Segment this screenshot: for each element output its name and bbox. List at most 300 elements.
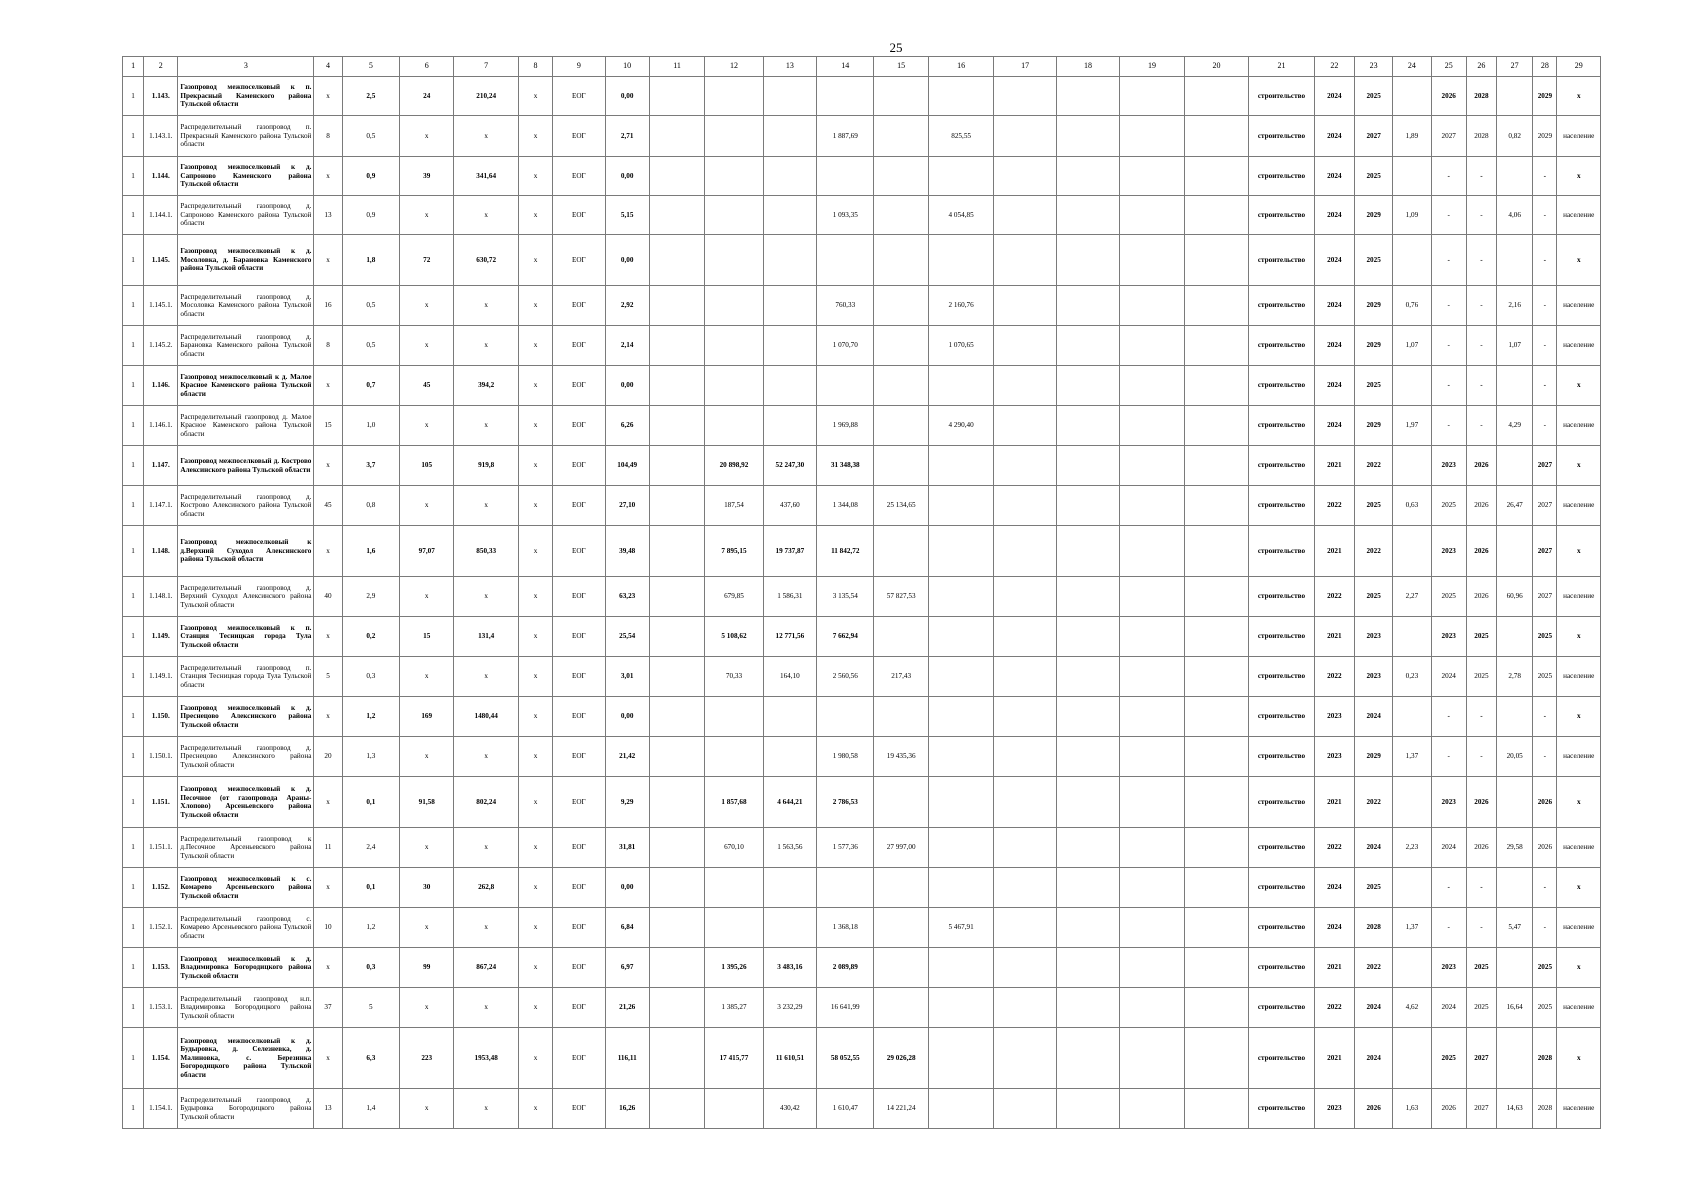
table-cell: x (518, 697, 552, 737)
table-row (123, 908, 1601, 948)
table-cell: 1 (123, 908, 144, 948)
table-cell: 1 563,56 (763, 828, 816, 868)
table-cell: - (1431, 737, 1466, 777)
table-cell (1184, 777, 1248, 828)
table-cell: 2023 (1314, 1089, 1354, 1129)
table-cell: 2024 (1355, 697, 1393, 737)
table-cell: 2024 (1314, 366, 1354, 406)
table-cell: 0,9 (342, 196, 399, 235)
table-cell (1393, 366, 1431, 406)
table-cell (649, 486, 704, 526)
table-cell: 0,63 (1393, 486, 1431, 526)
table-cell: x (454, 908, 518, 948)
table-cell: 6,97 (605, 948, 649, 988)
table-row (123, 577, 1601, 617)
table-cell: x (1557, 1028, 1601, 1089)
table-cell: 187,54 (705, 486, 763, 526)
table-cell: - (1431, 868, 1466, 908)
object-name-cell: Газопровод межпоселковый к д. Будыровка, д. Селезневка, д. Малиновка, с. Березинка Богородицкого района Тульской области (178, 1028, 314, 1089)
table-cell: 867,24 (454, 948, 518, 988)
table-cell: 1 395,26 (705, 948, 763, 988)
table-cell: строительство (1249, 617, 1314, 657)
table-cell: 57 827,53 (874, 577, 928, 617)
table-cell: - (1431, 326, 1466, 366)
table-cell: 2024 (1314, 116, 1354, 157)
table-cell: 1.151.1. (144, 828, 178, 868)
column-header: 17 (994, 57, 1056, 77)
table-cell (1056, 577, 1119, 617)
table-cell: 5 467,91 (928, 908, 993, 948)
table-cell: 0,8 (342, 486, 399, 526)
table-cell: - (1533, 196, 1557, 235)
object-name-cell: Газопровод межпоселковый к п. Прекрасный Каменского района Тульской области (178, 77, 314, 116)
table-cell: ЕОГ (553, 1089, 605, 1129)
table-cell: 1.154. (144, 1028, 178, 1089)
table-cell: 919,8 (454, 446, 518, 486)
table-cell (994, 988, 1056, 1028)
table-cell: население (1557, 406, 1601, 446)
table-cell: 11 842,72 (817, 526, 874, 577)
table-cell (1184, 157, 1248, 196)
table-cell (1056, 235, 1119, 286)
table-cell (928, 988, 993, 1028)
table-cell: население (1557, 657, 1601, 697)
table-cell: x (314, 617, 342, 657)
object-name-cell: Распределительный газопровод н.п. Владимировка Богородицкого района Тульской области (178, 988, 314, 1028)
table-cell (763, 737, 816, 777)
table-cell: строительство (1249, 1089, 1314, 1129)
table-cell: 60,96 (1497, 577, 1533, 617)
table-cell: 3,7 (342, 446, 399, 486)
table-cell: 2024 (1431, 988, 1466, 1028)
table-cell: 1.144. (144, 157, 178, 196)
table-cell: 1,6 (342, 526, 399, 577)
table-cell: - (1466, 235, 1496, 286)
table-cell (994, 828, 1056, 868)
table-cell (1120, 446, 1184, 486)
table-cell: 2024 (1355, 1028, 1393, 1089)
table-cell: строительство (1249, 116, 1314, 157)
table-cell: x (454, 1089, 518, 1129)
object-name-cell: Газопровод межпоселковый к д. Малое Красное Каменского района Тульской области (178, 366, 314, 406)
table-cell: x (400, 286, 454, 326)
table-cell: 2029 (1355, 737, 1393, 777)
table-cell: 2022 (1314, 486, 1354, 526)
table-cell: 1 857,68 (705, 777, 763, 828)
table-cell: - (1466, 366, 1496, 406)
table-cell: 2022 (1355, 777, 1393, 828)
table-cell (928, 697, 993, 737)
column-header: 26 (1466, 57, 1496, 77)
table-cell: 2,23 (1393, 828, 1431, 868)
table-cell: ЕОГ (553, 235, 605, 286)
table-cell: 1 (123, 326, 144, 366)
table-cell: 2024 (1355, 828, 1393, 868)
table-cell (1120, 657, 1184, 697)
table-cell (1056, 1089, 1119, 1129)
table-cell: 40 (314, 577, 342, 617)
table-cell: 1 093,35 (817, 196, 874, 235)
table-cell (1497, 77, 1533, 116)
table-cell: 1 (123, 286, 144, 326)
table-cell: 630,72 (454, 235, 518, 286)
table-cell: 1 (123, 988, 144, 1028)
table-cell: 437,60 (763, 486, 816, 526)
column-header: 18 (1056, 57, 1119, 77)
table-cell (817, 366, 874, 406)
table-cell: 7 662,94 (817, 617, 874, 657)
table-cell: 2021 (1314, 526, 1354, 577)
table-cell: строительство (1249, 526, 1314, 577)
table-cell: 2022 (1355, 948, 1393, 988)
table-cell: 2025 (1355, 77, 1393, 116)
table-cell: 15 (400, 617, 454, 657)
table-cell: 1.153. (144, 948, 178, 988)
table-cell: 2025 (1355, 366, 1393, 406)
page-number: 25 (889, 40, 903, 55)
table-cell: ЕОГ (553, 948, 605, 988)
table-cell: 2029 (1533, 116, 1557, 157)
table-cell (705, 116, 763, 157)
table-cell: 72 (400, 235, 454, 286)
table-cell (649, 157, 704, 196)
table-cell (649, 657, 704, 697)
table-cell (1120, 157, 1184, 196)
table-cell: 2,78 (1497, 657, 1533, 697)
table-cell: 70,33 (705, 657, 763, 697)
table-cell (705, 697, 763, 737)
table-cell: 2022 (1355, 526, 1393, 577)
table-cell: 105 (400, 446, 454, 486)
table-cell (1184, 77, 1248, 116)
table-cell: 31 348,38 (817, 446, 874, 486)
table-cell (649, 868, 704, 908)
table-cell (1120, 908, 1184, 948)
table-cell (1184, 697, 1248, 737)
table-cell (994, 1028, 1056, 1089)
table-cell (994, 446, 1056, 486)
table-cell: строительство (1249, 446, 1314, 486)
table-cell (1056, 326, 1119, 366)
table-cell: 6,26 (605, 406, 649, 446)
table-cell (817, 235, 874, 286)
table-cell: 2025 (1355, 486, 1393, 526)
table-cell: x (1557, 77, 1601, 116)
column-header: 9 (553, 57, 605, 77)
table-cell: ЕОГ (553, 486, 605, 526)
table-cell (1184, 828, 1248, 868)
table-cell: x (314, 1028, 342, 1089)
table-row (123, 446, 1601, 486)
table-cell: 2024 (1314, 326, 1354, 366)
column-header: 14 (817, 57, 874, 77)
table-cell: 25,54 (605, 617, 649, 657)
table-cell: 2029 (1355, 406, 1393, 446)
table-cell: - (1431, 196, 1466, 235)
table-cell (649, 196, 704, 235)
table-cell (928, 948, 993, 988)
column-header: 19 (1120, 57, 1184, 77)
column-header: 27 (1497, 57, 1533, 77)
table-cell: x (314, 777, 342, 828)
table-cell: 20,05 (1497, 737, 1533, 777)
table-cell: 3 483,16 (763, 948, 816, 988)
table-cell: - (1466, 326, 1496, 366)
table-cell (1184, 948, 1248, 988)
table-cell: 8 (314, 116, 342, 157)
table-cell: строительство (1249, 737, 1314, 777)
table-cell: x (518, 446, 552, 486)
table-cell (763, 235, 816, 286)
table-cell (649, 406, 704, 446)
table-cell (705, 196, 763, 235)
table-cell: 1 (123, 657, 144, 697)
table-cell (874, 406, 928, 446)
table-cell: 2027 (1355, 116, 1393, 157)
table-cell: - (1466, 697, 1496, 737)
table-cell (994, 77, 1056, 116)
table-cell (705, 868, 763, 908)
table-cell (1120, 196, 1184, 235)
table-cell: - (1533, 235, 1557, 286)
table-cell (1056, 697, 1119, 737)
table-cell: 1,09 (1393, 196, 1431, 235)
table-cell: 2024 (1314, 196, 1354, 235)
object-name-cell: Газопровод межпоселковый к с. Комарево Арсеньевского района Тульской области (178, 868, 314, 908)
table-cell: x (1557, 235, 1601, 286)
table-cell: x (518, 1089, 552, 1129)
table-cell: 12 771,56 (763, 617, 816, 657)
table-cell: 5 (314, 657, 342, 697)
table-cell (874, 235, 928, 286)
object-name-cell: Распределительный газопровод д. Верхний Суходол Алексинского района Тульской области (178, 577, 314, 617)
table-cell: x (400, 406, 454, 446)
table-cell (1184, 908, 1248, 948)
table-cell: 4,29 (1497, 406, 1533, 446)
table-cell: 0,9 (342, 157, 399, 196)
object-name-cell: Распределительный газопровод п. Станция Тесницкая города Тула Тульской области (178, 657, 314, 697)
table-cell (1056, 868, 1119, 908)
column-header: 7 (454, 57, 518, 77)
table-cell: 2 786,53 (817, 777, 874, 828)
table-cell (1120, 486, 1184, 526)
table-cell: ЕОГ (553, 868, 605, 908)
table-cell (874, 286, 928, 326)
table-cell: ЕОГ (553, 116, 605, 157)
table-cell: x (454, 988, 518, 1028)
table-cell (874, 948, 928, 988)
table-cell (1184, 446, 1248, 486)
table-cell (1393, 948, 1431, 988)
table-cell: 16 (314, 286, 342, 326)
table-cell: 2025 (1533, 988, 1557, 1028)
table-cell: x (518, 406, 552, 446)
column-header: 28 (1533, 57, 1557, 77)
table-cell: x (518, 526, 552, 577)
table-cell (705, 235, 763, 286)
table-cell (1056, 77, 1119, 116)
table-cell: 2,92 (605, 286, 649, 326)
table-cell: - (1533, 157, 1557, 196)
table-cell: 1,89 (1393, 116, 1431, 157)
table-cell: население (1557, 828, 1601, 868)
table-cell (874, 868, 928, 908)
table-cell (1056, 1028, 1119, 1089)
table-cell (763, 326, 816, 366)
table-row (123, 326, 1601, 366)
table-cell: 2023 (1431, 446, 1466, 486)
table-cell (1497, 1028, 1533, 1089)
table-cell: 1 (123, 157, 144, 196)
object-name-cell: Распределительный газопровод с. Комарево Арсеньевского района Тульской области (178, 908, 314, 948)
table-row (123, 406, 1601, 446)
table-cell (1120, 777, 1184, 828)
object-name-cell: Газопровод межпоселковый к п. Станция Тесницкая города Тула Тульской области (178, 617, 314, 657)
table-cell (1497, 526, 1533, 577)
table-cell: 2028 (1533, 1089, 1557, 1129)
table-cell: 2,71 (605, 116, 649, 157)
table-cell: x (518, 235, 552, 286)
table-cell: 825,55 (928, 116, 993, 157)
table-cell: x (454, 486, 518, 526)
table-cell: 2027 (1466, 1089, 1496, 1129)
object-name-cell: Распределительный газопровод д. Барановка Каменского района Тульской области (178, 326, 314, 366)
table-cell: 26,47 (1497, 486, 1533, 526)
table-cell: 1 070,70 (817, 326, 874, 366)
column-header: 29 (1557, 57, 1601, 77)
table-cell (705, 737, 763, 777)
table-cell: - (1431, 157, 1466, 196)
table-cell: 2021 (1314, 777, 1354, 828)
table-cell: строительство (1249, 988, 1314, 1028)
table-cell: x (454, 286, 518, 326)
table-cell: 2026 (1533, 777, 1557, 828)
table-cell (705, 286, 763, 326)
table-cell: строительство (1249, 908, 1314, 948)
table-cell: 670,10 (705, 828, 763, 868)
table-cell: 27,10 (605, 486, 649, 526)
table-cell: 1 (123, 196, 144, 235)
table-cell: x (454, 406, 518, 446)
table-cell: x (400, 737, 454, 777)
table-cell: 2028 (1355, 908, 1393, 948)
table-cell (649, 286, 704, 326)
table-cell: 1,97 (1393, 406, 1431, 446)
table-cell (1184, 617, 1248, 657)
table-cell: 2024 (1314, 286, 1354, 326)
table-cell: 1 344,08 (817, 486, 874, 526)
table-cell: 1,2 (342, 697, 399, 737)
table-cell: - (1533, 737, 1557, 777)
table-cell: население (1557, 286, 1601, 326)
table-cell: x (400, 486, 454, 526)
table-cell (874, 988, 928, 1028)
table-cell: 0,2 (342, 617, 399, 657)
table-cell: x (1557, 868, 1601, 908)
table-cell: ЕОГ (553, 446, 605, 486)
table-cell: 2024 (1314, 908, 1354, 948)
table-cell: 169 (400, 697, 454, 737)
table-cell: 1 610,47 (817, 1089, 874, 1129)
table-cell: 850,33 (454, 526, 518, 577)
column-header: 4 (314, 57, 342, 77)
table-cell (763, 697, 816, 737)
table-cell: 2022 (1314, 828, 1354, 868)
table-cell: 5,15 (605, 196, 649, 235)
table-cell: 2 089,89 (817, 948, 874, 988)
table-cell (874, 908, 928, 948)
table-cell (1393, 157, 1431, 196)
table-cell (928, 828, 993, 868)
table-cell: 2023 (1314, 697, 1354, 737)
table-cell: x (400, 988, 454, 1028)
table-cell (1120, 948, 1184, 988)
table-cell (1056, 948, 1119, 988)
table-cell: 16,26 (605, 1089, 649, 1129)
table-cell (705, 406, 763, 446)
table-row (123, 657, 1601, 697)
table-cell (928, 737, 993, 777)
table-cell: - (1466, 196, 1496, 235)
table-cell: 2,14 (605, 326, 649, 366)
table-cell: 2023 (1314, 737, 1354, 777)
table-cell (1120, 737, 1184, 777)
table-cell (1497, 446, 1533, 486)
table-cell (874, 697, 928, 737)
table-cell: 1 577,36 (817, 828, 874, 868)
column-header: 12 (705, 57, 763, 77)
object-name-cell: Газопровод межпоселковый к д. Владимировка Богородицкого района Тульской области (178, 948, 314, 988)
table-cell (1120, 1028, 1184, 1089)
table-cell (874, 326, 928, 366)
table-cell (994, 868, 1056, 908)
table-cell: 2029 (1355, 196, 1393, 235)
table-cell: 0,5 (342, 326, 399, 366)
table-cell: ЕОГ (553, 1028, 605, 1089)
table-cell (705, 908, 763, 948)
object-name-cell: Распределительный газопровод д. Сапроново Каменского района Тульской области (178, 196, 314, 235)
table-cell (1056, 406, 1119, 446)
table-cell: строительство (1249, 196, 1314, 235)
table-cell: 0,3 (342, 948, 399, 988)
table-cell (1497, 948, 1533, 988)
column-header: 10 (605, 57, 649, 77)
table-cell: x (518, 948, 552, 988)
table-cell (1120, 77, 1184, 116)
table-cell (649, 577, 704, 617)
object-name-cell: Газопровод межпоселковый к д.Верхний Суходол Алексинского района Тульской области (178, 526, 314, 577)
table-cell (994, 657, 1056, 697)
table-cell (994, 406, 1056, 446)
table-cell (1393, 526, 1431, 577)
table-cell: 11 (314, 828, 342, 868)
table-cell (1393, 235, 1431, 286)
table-cell (763, 196, 816, 235)
table-cell (1120, 697, 1184, 737)
table-cell: ЕОГ (553, 697, 605, 737)
table-cell: 1,37 (1393, 737, 1431, 777)
table-cell: 1.150.1. (144, 737, 178, 777)
table-cell: 0,00 (605, 366, 649, 406)
table-cell (1056, 446, 1119, 486)
table-cell: 2026 (1466, 446, 1496, 486)
table-cell: - (1466, 868, 1496, 908)
column-header: 25 (1431, 57, 1466, 77)
table-cell (763, 366, 816, 406)
table-cell: ЕОГ (553, 777, 605, 828)
column-header: 8 (518, 57, 552, 77)
table-cell (994, 577, 1056, 617)
